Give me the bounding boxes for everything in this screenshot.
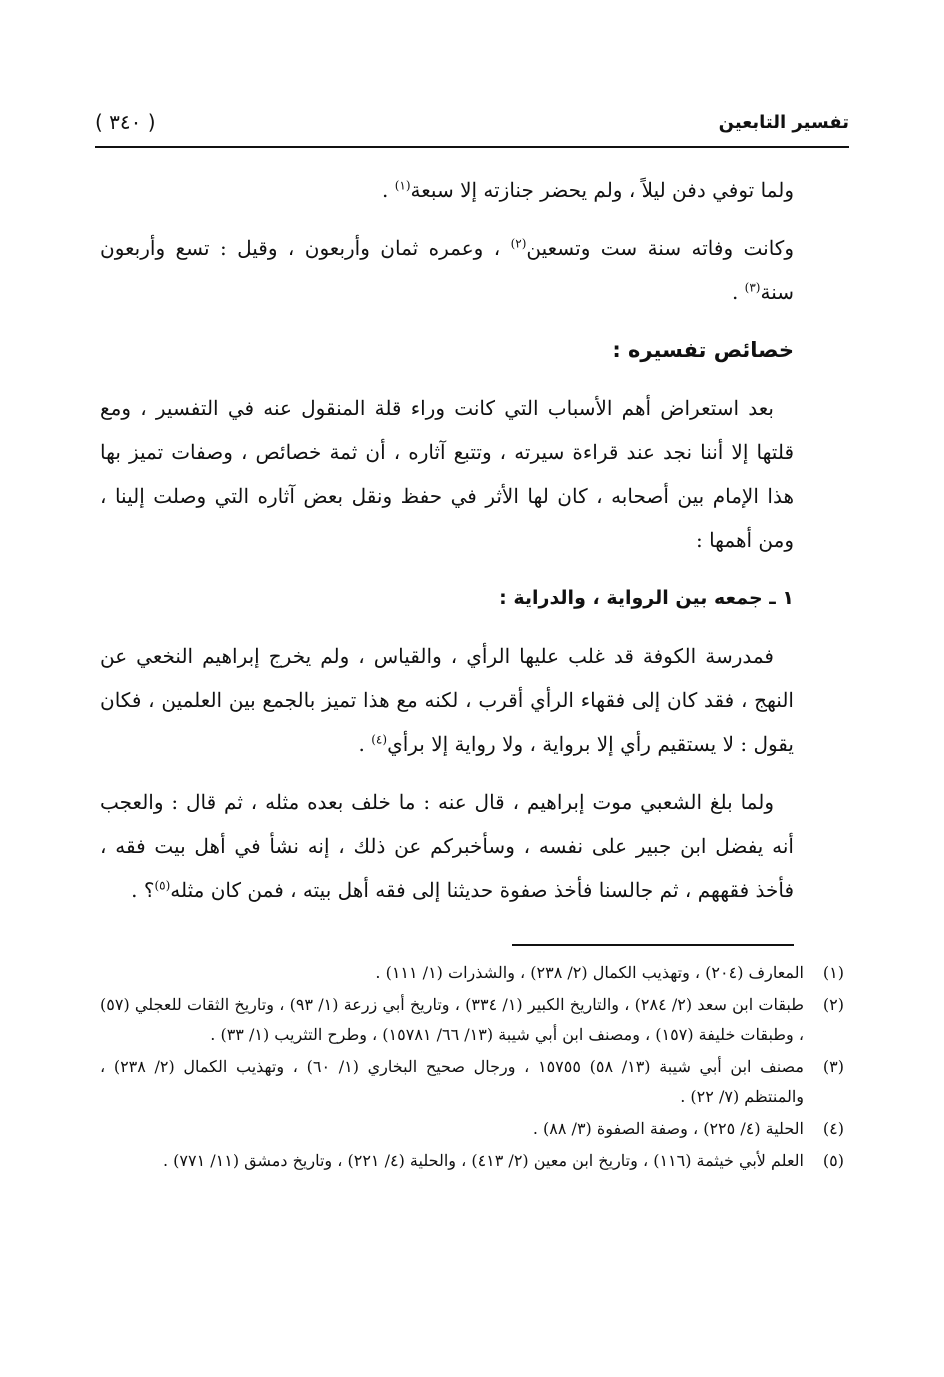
footnote-number: (٤) [822,1119,844,1138]
footnote [100,1114,844,1144]
footnote-number: (٣) [822,1057,844,1076]
footnote-ref: (٥) [154,878,171,893]
footnote-text: المعارف (٢٠٤) ، وتهذيب الكمال (٢/ ٢٣٨) ، والشذرات (١/ ١١١) . [375,963,804,982]
footnote [100,958,844,988]
footnote-text: مصنف ابن أبي شيبة (١٣/ ٥٨) ١٥٧٥٥ ، ورجال صحيح البخاري (١/ ٦٠) ، وتهذيب الكمال (٢/ ٢٣٨) ، والمنتظم (٧/ ٢٢) . [100,1057,804,1106]
page-number: ( ٣٤٠ ) [95,110,156,134]
paragraph-text: ، وعمره ثمان وأربعون ، وقيل : تسع وأربعون سنة [100,236,794,304]
footnote-ref: (٢) [510,236,527,251]
paragraph-burial [100,168,794,212]
footnote-text: طبقات ابن سعد (٢/ ٢٨٤) ، والتاريخ الكبير (١/ ٣٣٤) ، وتاريخ أبي زرعة (١/ ٩٣) ، وتاريخ الثقات للعجلي (٥٧) ، وطبقات خليفة (١٥٧) ، ومصنف ابن أبي شيبة (١٣/ ٦٦/ ١٥٧٨١) ، وطرح التثريب (١/ ٣٣) . [100,995,804,1044]
footnote-ref: (٣) [744,280,761,295]
footnote [100,1052,844,1112]
section-heading: خصائص تفسيره : [612,338,794,362]
main-text [100,168,794,926]
footnote-number: (١) [822,963,844,982]
header-rule [95,146,849,148]
paragraph-text: ولما توفي دفن ليلاً ، ولم يحضر جنازته إلا سبعة [410,178,794,202]
footnote-text: الحلية (٤/ ٢٢٥) ، وصفة الصفوة (٣/ ٨٨) . [532,1119,804,1138]
paragraph-text: فمدرسة الكوفة قد غلب عليها الرأي ، والقياس ، ولم يخرج إبراهيم النخعي عن النهج ، فقد كان إلى فقهاء الرأي أقرب ، لكنه مع هذا تميز بالجمع بين العلمين ، فكان يقول : لا يستقيم رأي إلا برواية ، ولا رواية إلا برأي [100,644,794,756]
page-header [95,100,849,148]
footnote-text: العلم لأبي خيثمة (١١٦) ، وتاريخ ابن معين (٢/ ٤١٣) ، والحلية (٤/ ٢٢١) ، وتاريخ دمشق (١١/ ٧٧١) . [162,1151,804,1170]
footnote-number: (٥) [822,1151,844,1170]
paragraph-end: . [731,280,745,304]
running-title: تفسير التابعين [718,112,849,133]
paragraph-end: . [358,732,372,756]
footnote [100,990,844,1050]
footnote-ref: (١) [394,178,411,193]
paragraph-text: ولما بلغ الشعبي موت إبراهيم ، قال عنه : ما خلف بعده مثله ، ثم قال : والعجب أنه يفضل ابن جبير على نفسه ، وسأخبركم عن ذلك ، إنه نشأ في أهل بيت فقه ، فأخذ فقههم ، ثم جالسنا فأخذ صفوة حديثنا إلى فقه أهل بيته ، فمن كان مثله [100,790,794,902]
paragraph-shabi [100,780,794,912]
footnote-ref: (٤) [371,732,388,747]
paragraph-death [100,226,794,314]
footnote-separator [512,944,794,946]
subsection-heading: ١ ـ جمعه بين الرواية ، والدراية : [499,587,794,609]
footnote-number: (٢) [822,995,844,1014]
paragraph-end: . [382,178,395,202]
paragraph-text: وكانت وفاته سنة ست وتسعين [526,236,794,260]
paragraph-intro: بعد استعراض أهم الأسباب التي كانت وراء قلة المنقول عنه في التفسير ، ومع قلتها إلا أننا نجد عند قراءة سيرته ، وتتبع آثاره ، أن ثمة خصائص ، وصفات تميز بها هذا الإمام بين أصحابه ، كان لها الأثر في حفظ ونقل بعض آثاره التي وصلت إلينا ، ومن أهمها : [100,396,794,552]
footnotes [100,958,844,1178]
paragraph-end: ؟ . [131,878,155,902]
paragraph-kufa [100,634,794,766]
footnote [100,1146,844,1176]
